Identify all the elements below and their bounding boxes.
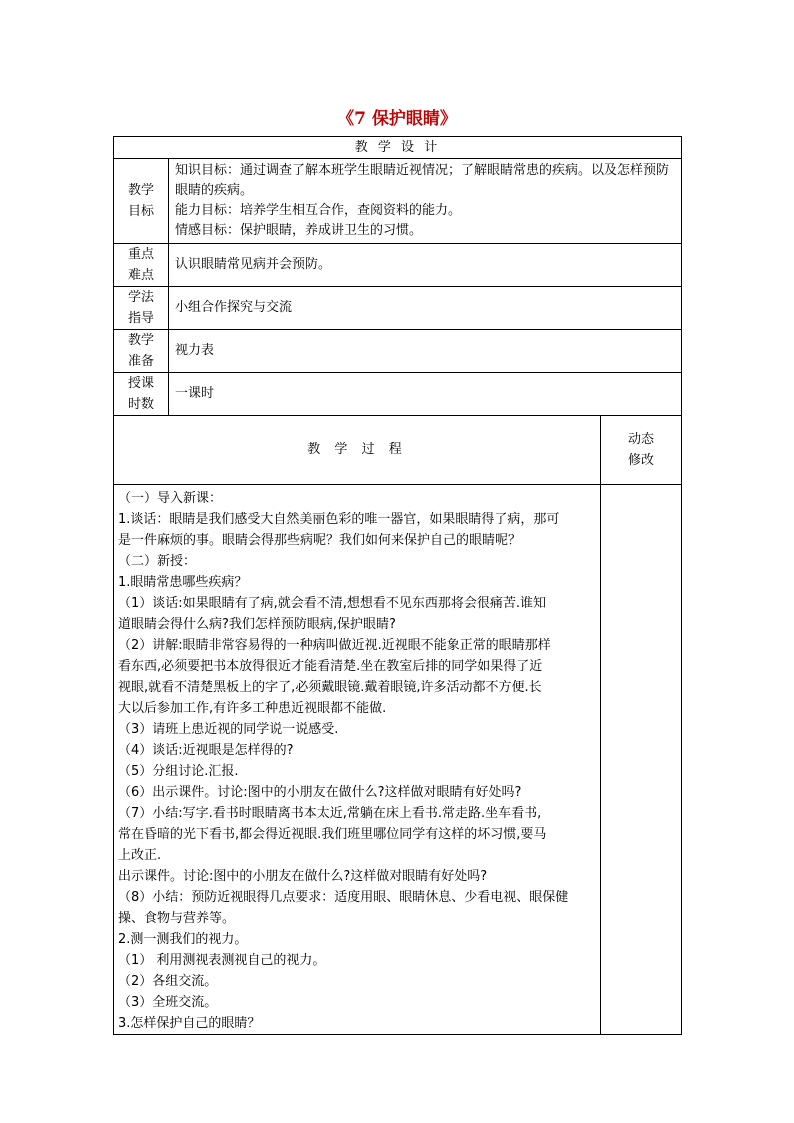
content-line: 能力目标：培养学生相互合作，查阅资料的能力。 — [175, 203, 462, 218]
process-line: （一）导入新课： — [118, 491, 223, 506]
row-label — [114, 159, 169, 244]
process-line: （2）各组交流。 — [118, 974, 218, 989]
label-line: 目标 — [127, 204, 154, 219]
label-line: 准备 — [127, 354, 154, 369]
process-line: 视眼,就看不清楚黑板上的字了,必须戴眼镜.戴着眼镜,许多活动都不方便.长 — [118, 680, 542, 695]
process-line: 看东西,必须要把书本放得很近才能看清楚.坐在教室后排的同学如果得了近 — [118, 659, 543, 674]
table-row-preparation — [114, 330, 682, 373]
process-line: 出示课件。讨论:图中的小朋友在做什么?这样做对眼睛有好处吗? — [118, 869, 488, 884]
process-line: 3.怎样保护自己的眼睛？ — [118, 1016, 261, 1031]
label-line: 重点 — [127, 247, 154, 262]
process-line: 大以后参加工作,有许多工种患近视眼都不能做. — [118, 701, 387, 716]
label-line: 指导 — [127, 311, 154, 326]
dynamic-edit-header — [601, 416, 682, 485]
process-line: 常在昏暗的光下看书,都会得近视眼.我们班里哪位同学有这样的坏习惯,要马 — [118, 827, 547, 842]
table-header: 教 学 设 计 — [114, 137, 682, 159]
row-label — [114, 373, 169, 416]
process-line: （2）讲解:眼睛非常容易得的一种病叫做近视.近视眼不能象正常的眼睛那样 — [118, 638, 551, 653]
process-line: （二）新授： — [118, 554, 197, 569]
process-line: （6）出示课件。讨论:图中的小朋友在做什么?这样做对眼睛有好处吗? — [118, 785, 522, 800]
label-line: 难点 — [127, 268, 154, 283]
row-content: 一课时 — [169, 373, 682, 416]
document-title: 《7 保护眼睛》 — [337, 109, 457, 129]
content-line: 情感目标：保护眼睛，养成讲卫生的习惯。 — [175, 223, 423, 238]
process-line: （8）小结：预防近视眼得几点要求：适度用眼、眼睛休息、少看电视、眼保健 — [118, 890, 569, 905]
table-row-process-header — [114, 416, 682, 485]
table-row-key-points — [114, 244, 682, 287]
label-line: 教学 — [127, 183, 154, 198]
process-line: （5）分组讨论.汇报. — [118, 764, 239, 779]
content-line: 知识目标：通过调查了解本班学生眼睛近视情况；了解眼睛常患的疾病。以及怎样预防眼睛的疾病。 — [175, 163, 670, 198]
process-line: 操、食物与营养等。 — [118, 911, 236, 926]
label-line: 教学 — [127, 333, 154, 348]
process-header: 教 学 过 程 — [114, 416, 601, 485]
table-row-process-body — [114, 485, 682, 1035]
dynamic-edit-cell — [601, 485, 682, 1035]
row-content: 小组合作探究与交流 — [169, 287, 682, 330]
table-header-row — [114, 137, 682, 159]
process-line: （7）小结:写字.看书时眼睛离书本太近,常躺在床上看书.常走路.坐车看书, — [118, 806, 542, 821]
row-label — [114, 244, 169, 287]
lesson-plan-table — [113, 136, 682, 1035]
process-line: 1.眼睛常患哪些疾病？ — [118, 575, 248, 590]
process-line: （3）请班上患近视的同学说一说感受. — [118, 722, 339, 737]
dynamic-line: 动态 — [628, 432, 655, 447]
label-line: 时数 — [127, 397, 154, 412]
process-line: （1） 利用测视表测视自己的视力。 — [118, 953, 326, 968]
process-line: （3）全班交流。 — [118, 995, 218, 1010]
process-line: 1.谈话：眼睛是我们感受大自然美丽色彩的唯一器官，如果眼睛得了病，那可 — [118, 512, 560, 527]
label-line: 学法 — [127, 290, 154, 305]
row-label — [114, 287, 169, 330]
process-line: （4）谈话:近视眼是怎样得的? — [118, 743, 294, 758]
process-line: 上改正. — [118, 848, 162, 863]
row-content — [169, 159, 682, 244]
row-content: 视力表 — [169, 330, 682, 373]
dynamic-line: 修改 — [628, 453, 655, 468]
process-line: （1）谈话:如果眼睛有了病,就会看不清,想想看不见东西那将会很痛苦.谁知 — [118, 596, 547, 611]
row-content: 认识眼睛常见病并会预防。 — [169, 244, 682, 287]
process-content — [114, 485, 601, 1035]
process-line: 2.测一测我们的视力。 — [118, 932, 248, 947]
table-row-objectives — [114, 159, 682, 244]
process-line: 是一件麻烦的事。眼睛会得那些病呢？我们如何来保护自己的眼睛呢？ — [118, 533, 522, 548]
label-line: 授课 — [127, 376, 154, 391]
table-row-method — [114, 287, 682, 330]
row-label — [114, 330, 169, 373]
process-line: 道眼睛会得什么病?我们怎样预防眼病,保护眼睛? — [118, 617, 396, 632]
table-row-hours — [114, 373, 682, 416]
